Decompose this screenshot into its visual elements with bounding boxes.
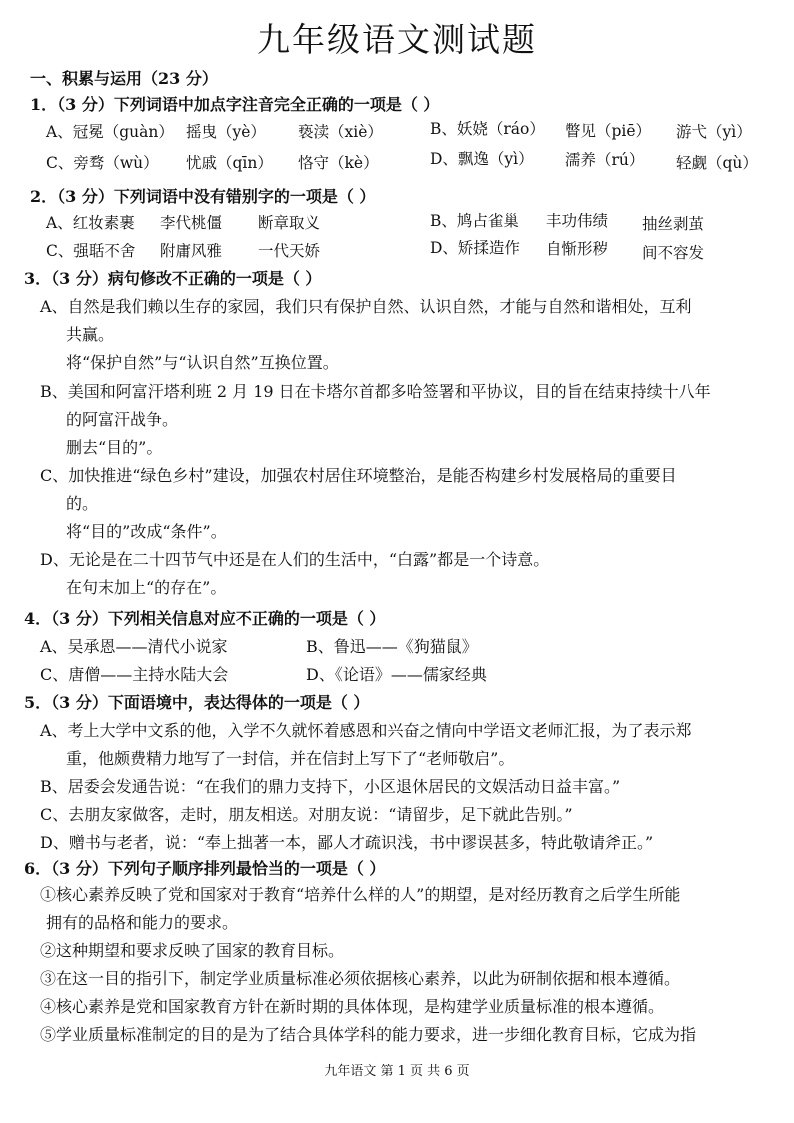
q5-option-a-line1: A、考上大学中文系的他，入学不久就怀着感恩和兴奋之情向中学语文老师汇报，为了表示郑 [40,721,692,740]
q2-option-a-1: A、红妆素裹 [46,214,135,232]
q5-option-c: C、去朋友家做客，走时，朋友相送。对朋友说：“请留步，足下就此告别。” [40,805,573,824]
q2-option-b-2: 丰功伟绩 [546,212,609,230]
q2-option-d-1: D、矫揉造作 [430,239,520,257]
q3-option-a-fix: 将“保护自然”与“认识自然”互换位置。 [66,353,339,372]
q1-option-c-2: 忧戚（qīn） [186,154,273,172]
q1-stem: 1．（3 分）下列词语中加点字注音完全正确的一项是（ ） [30,95,440,114]
q3-option-b-fix: 删去“目的”。 [66,438,163,457]
q4-option-d: D、《论语》——儒家经典 [306,665,487,684]
q4-stem: 4．（3 分）下列相关信息对应不正确的一项是（ ） [24,609,386,628]
q5-option-a-line2: 重，他颇费精力地写了一封信，并在信封上写下了“老师敬启”。 [66,749,515,768]
section-heading: 一、积累与运用（23 分） [30,69,218,88]
q4-option-a: A、吴承恩——清代小说家 [40,637,228,656]
q2-option-c-1: C、强聒不舍 [46,242,136,260]
q3-option-c-fix: 将“目的”改成“条件”。 [66,522,227,541]
q3-option-a-line1: A、自然是我们赖以生存的家园，我们只有保护自然、认识自然，才能与自然和谐相处，互利 [40,297,692,316]
q5-stem: 5．（3 分）下面语境中，表达得体的一项是（ ） [24,693,370,712]
q2-option-d-2: 自惭形秽 [546,240,609,258]
q5-option-b: B、居委会发通告说：“在我们的鼎力支持下，小区退休居民的文娱活动日益丰富。” [40,777,621,796]
q1-option-a-3: 亵渎（xiè） [298,123,383,141]
q3-option-a-line2: 共赢。 [66,325,115,344]
q2-stem: 2．（3 分）下列词语中没有错别字的一项是（ ） [30,187,376,206]
q5-option-d: D、赠书与老者，说：“奉上拙著一本，鄙人才疏识浅，书中谬误甚多，特此敬请斧正。” [40,833,654,852]
q6-sentence-1-line1: ①核心素养反映了党和国家对于教育“培养什么样的人”的期望，是对经历教育之后学生所能 [40,885,681,904]
q1-option-d-1: D、飘逸（yì） [430,150,534,168]
q2-option-c-2: 附庸风雅 [160,242,223,260]
q1-option-a-2: 摇曳（yè） [186,123,266,141]
q2-option-b-3: 抽丝剥茧 [642,215,705,233]
q6-stem: 6．（3 分）下列句子顺序排列最恰当的一项是（ ） [24,859,386,878]
q4-option-c: C、唐僧——主持水陆大会 [40,665,229,684]
q1-option-d-2: 濡养（rú） [565,151,645,169]
q3-stem: 3．（3 分）病句修改不正确的一项是（ ） [24,269,322,288]
q6-sentence-3: ③在这一目的指引下，制定学业质量标准必须依据核心素养，以此为研制依据和根本遵循。 [40,969,681,988]
q2-option-b-1: B、鸠占雀巢 [430,212,519,230]
q6-sentence-2: ②这种期望和要求反映了国家的教育目标。 [40,941,345,960]
q3-option-c-line1: C、加快推进“绿色乡村”建设，加强农村居住环境整治，是能否构建乡村发展格局的重要目 [40,466,677,485]
q6-sentence-5: ⑤学业质量标准制定的目的是为了结合具体学科的能力要求，进一步细化教育目标，它成为指 [40,1025,697,1044]
page-footer: 九年语文 第 1 页 共 6 页 [324,1064,470,1079]
q3-option-d-line1: D、无论是在二十四节气中还是在人们的生活中，“白露”都是一个诗意。 [40,550,550,569]
q1-option-b-2: 瞥见（piē） [565,122,652,140]
q1-option-a-1: A、冠冕（guàn） [46,123,174,141]
q2-option-c-3: 一代天娇 [258,242,321,260]
q4-option-b: B、鲁迅——《狗猫鼠》 [306,637,478,656]
q1-option-c-3: 恪守（kè） [298,154,379,172]
q2-option-d-3: 间不容发 [642,244,705,262]
q3-option-d-fix: 在句末加上“的存在”。 [66,578,227,597]
q1-option-c-1: C、旁骛（wù） [46,154,159,172]
q3-option-c-line2: 的。 [66,494,99,513]
q6-sentence-1-line2: 拥有的品格和能力的要求。 [46,913,239,932]
q3-option-b-line1: B、美国和阿富汗塔利班 2 月 19 日在卡塔尔首都多哈签署和平协议，目的旨在结束持续十八年 [40,382,711,401]
page-title: 九年级语文测试题 [257,20,537,59]
q1-option-d-3: 轻觑（qù） [676,154,758,172]
q3-option-b-line2: 的阿富汗战争。 [66,410,179,429]
q2-option-a-2: 李代桃僵 [160,214,223,232]
q1-option-b-1: B、妖娆（ráo） [430,120,545,138]
q6-sentence-4: ④核心素养是党和国家教育方针在新时期的具体体现，是构建学业质量标准的根本遵循。 [40,997,665,1016]
q2-option-a-3: 断章取义 [258,214,321,232]
q1-option-b-3: 游弋（yì） [676,123,752,141]
